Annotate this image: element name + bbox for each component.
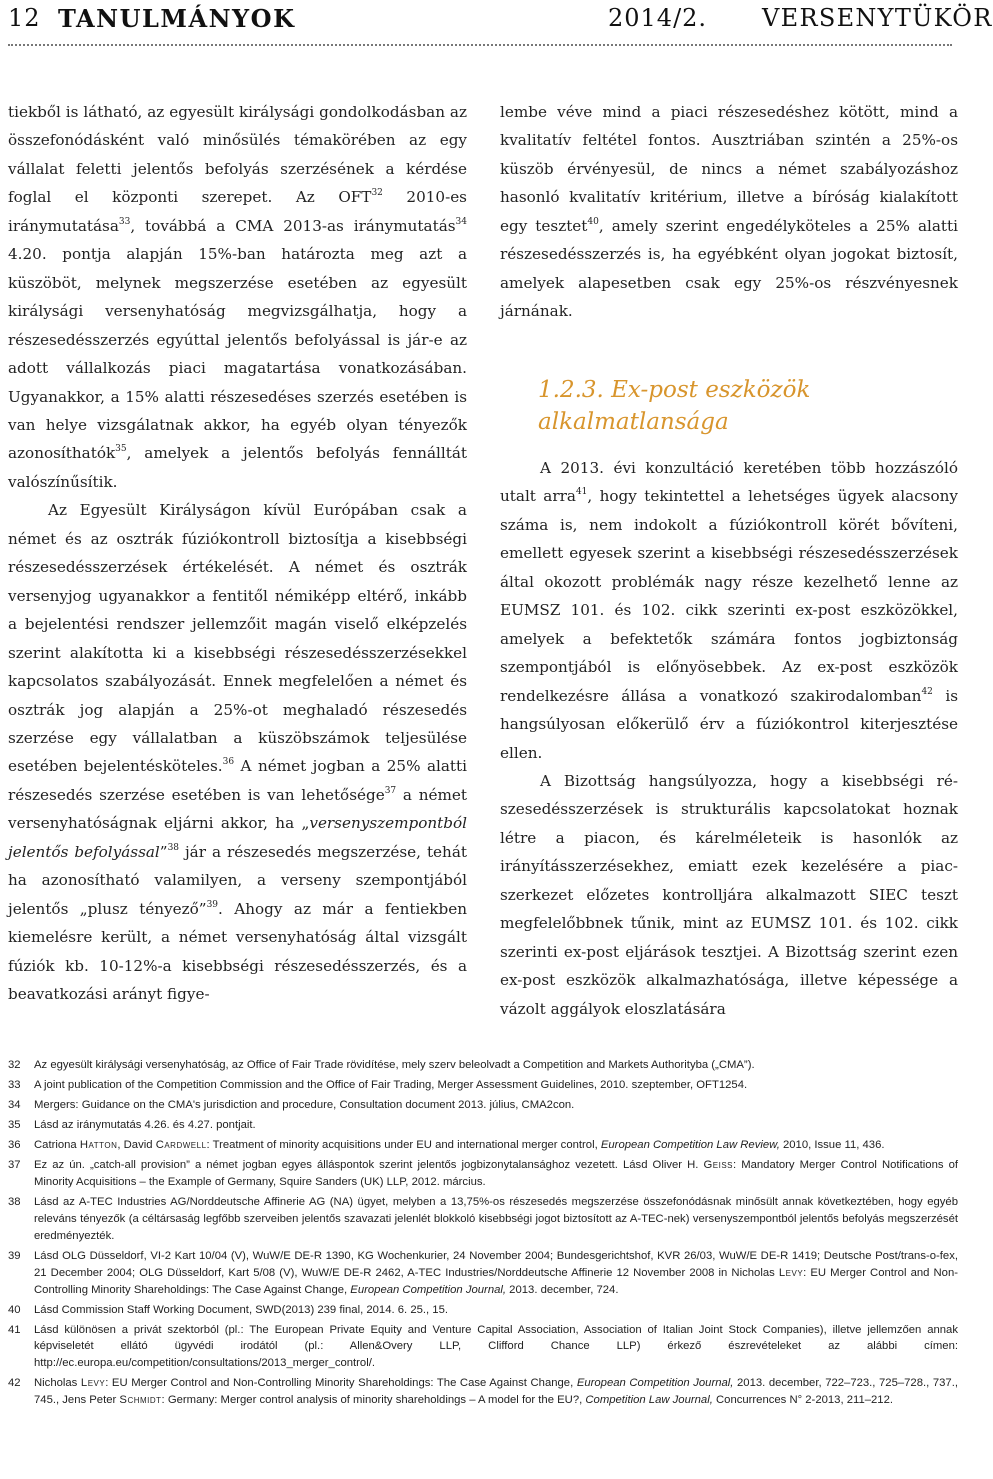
- right-column: [500, 98, 958, 326]
- text-run: Az Egyesült Királyságon kívül Európában csak a német és az osztrák fúziókontroll biztosítja a kisebbségi részesedésszerzések értékelését. A német és osztrák versenyjog ugyanakkor a fentitől némiképp eltérő, inkább a bejelentési rendszer jellemzőit magán viselő elképzelés szerint alakította ki a kisebbségi részesedésszerzésekkel kapcsolatos szabályozását. Ennek megfelelően a német és osztrák jog alapján a 25%-ot meghaladó részesedés szerzése egy vállalatban a küszöbszámok teljesülése esetében bejelentésköteles.: [8, 501, 467, 776]
- footnote: [8, 1157, 958, 1191]
- text-run: : EU Merger Control and Non-Controlling Minority Shareholdings: The Case Against Change,: [34, 1266, 958, 1296]
- subheading-line: alkalmatlansága: [538, 409, 729, 435]
- paragraph: [500, 454, 958, 767]
- issue-number: 2014/2.: [608, 4, 708, 32]
- text-run: : EU Merger Control and Non-Controlling Minority Shareholdings: The Case Against Change,: [105, 1377, 577, 1390]
- footnote-number: 35: [8, 1119, 21, 1131]
- footnote-ref[interactable]: 42: [921, 686, 933, 697]
- journal-title: VERSENYTÜKÖR: [762, 4, 993, 32]
- italic-quote: versenyszempontból jelentős befolyással: [8, 814, 467, 861]
- text-run: , amely szerint engedélyköteles a 25% alatti részesedésszerzés is, ha egyébként olyan jogokat biztosít, amelyek alapesetben csak egy 25%-os részvényesnek járnának.: [500, 216, 958, 321]
- text-run: A 2013. évi konzultáció keretében több hozzászóló utalt arra: [500, 459, 958, 506]
- text-run: jár a részesedés megszerzése, tehát ha azonosítható valamilyen, a verseny szempontjából jelentős „plusz tényező”: [8, 842, 467, 918]
- footnote: [8, 1375, 958, 1409]
- footnote-number: 32: [8, 1059, 21, 1071]
- footnote-ref[interactable]: 38: [167, 842, 180, 853]
- section-subheading: [538, 374, 938, 438]
- footnote-ref[interactable]: 37: [384, 785, 397, 796]
- paragraph: A Bizottság hangsúlyozza, hogy a kisebbségi részesedésszerzések is strukturális kapcsolatokat hoznak létre a piacon, és kárelméleteik is hasonlók az irányításszerzésekhez, emiatt ezek kezelésére a piacszerkezet előzetes kontrolljára alkalmazott SIEC teszt megfelelőbbnek tűnik, mint az EUMSZ 101. és 102. cikk szerinti ex-post eljárások tesztjei. A Bizottság szerint ezen ex-post eszközök alkalmazhatósága, illetve képessége a vázolt aggályok eloszlatására: [500, 771, 958, 1018]
- journal-name: European Competition Journal,: [350, 1283, 507, 1296]
- text-run: a német versenyhatóságnak eljárni akkor, ha „: [8, 785, 467, 833]
- text-run: 2010, Issue 11, 436.: [779, 1139, 885, 1151]
- text-run: 4.20. pontja alapján 15%-ban határozta meg azt a küszöböt, melynek megszerzése esetében az egyesült királysági versenyhatóság megvizsgálhatja, hogy a részesedésszerzés egyúttal jelentős befolyással is jár-e az adott vállalkozás piaci magatartása vonatkozásában. Ugyanakkor, a 15% alatti részesedéses szerzés esetében is van helye vizsgálatnak akkor, ha egyéb olyan tényezők azonosíthatók: [8, 245, 467, 463]
- footnote-number: 36: [8, 1139, 21, 1151]
- journal-name: European Competition Journal,: [576, 1377, 734, 1390]
- footnote-number: 40: [8, 1303, 21, 1316]
- text-run: is hangsúlyosan előkerülő érv a fúziókontrol kiterjesztése ellen.: [500, 686, 958, 762]
- footnotes: [8, 1057, 958, 1412]
- text-run: ”: [159, 842, 168, 861]
- page-number: 12: [8, 4, 41, 32]
- text-run: . Ahogy az már a fentiekben kiemelésre került, a német versenyhatóság által vizsgált fúziók kb. 10-12%-a kisebbségi részesedésszerzés, és a beavatkozási arányt figye-: [8, 899, 467, 1004]
- text-run: Ez az ún. „catch-all provision” a német jogban egyes álláspontok szerint jelentős jogbizonytalansághoz vezetett. Lásd Oliver H.: [34, 1159, 704, 1171]
- footnote-text: A joint publication of the Competition Commission and the Office of Fair Trading, Merger Assessment Guidelines, 2010. szeptember, OFT1254.: [34, 1079, 748, 1091]
- footnote-text: Az egyesült királysági versenyhatóság, az Office of Fair Trade rövidítése, mely szerv beleolvadt a Competition and Markets Authorityba („CMA”).: [34, 1059, 755, 1071]
- footnote-ref[interactable]: 39: [206, 899, 219, 910]
- footnote: [8, 1194, 958, 1245]
- right-column-continued: [500, 454, 958, 1023]
- footnote-ref[interactable]: 36: [222, 757, 235, 768]
- footnote-text: [34, 1157, 958, 1191]
- footnote: [8, 1077, 958, 1094]
- footnote-number: 39: [8, 1249, 21, 1262]
- footnote-text: [34, 1137, 958, 1154]
- text-run: Nicholas: [34, 1377, 81, 1390]
- text-run: tiekből is látható, az egyesült királysági gondolkodásban az összefonódásként való minősülés témakörében az egy vállalat feletti jelentős befolyás szerzésének a kérdése foglal el központi szerepet. Az OFT: [8, 103, 467, 207]
- author-surname: Hatton: [79, 1139, 118, 1151]
- text-run: A német jogban a 25% alatti részesedés szerzése esetében is van lehetősége: [8, 757, 468, 804]
- footnote-text: [34, 1375, 958, 1409]
- footnote: [8, 1117, 958, 1134]
- footnote-text: [34, 1248, 958, 1299]
- author-surname: Cardwell: [155, 1139, 207, 1151]
- footnote-ref[interactable]: 32: [371, 188, 383, 199]
- footnote-number: 37: [8, 1159, 21, 1171]
- journal-name: Competition Law Journal,: [585, 1394, 713, 1407]
- section-title: TANULMÁNYOK: [58, 4, 296, 33]
- text-run: 2013. december, 722–723., 725–728., 737., 745., Jens Peter: [34, 1377, 958, 1407]
- footnote: [8, 1137, 958, 1154]
- footnote-number: 42: [8, 1377, 21, 1390]
- footnote-ref[interactable]: 41: [575, 487, 588, 498]
- footnote: [8, 1057, 958, 1074]
- footnote: [8, 1248, 958, 1299]
- footnote-number: 34: [8, 1099, 21, 1111]
- paragraph: [500, 98, 958, 326]
- page-header: [0, 0, 993, 52]
- footnote: [8, 1302, 958, 1319]
- subheading-line: 1.2.3. Ex-post eszközök: [538, 377, 811, 403]
- text-run: : Germany: Merger control analysis of minority shareholdings – A model for the EU?,: [161, 1394, 586, 1407]
- journal-name: European Competition Law Review,: [600, 1139, 780, 1151]
- text-run: : Mandatory Merger Control Notifications of Minority Acquisitions – the Example of Germany, Squire Sanders (UK) LLP, 2012. március.: [34, 1159, 958, 1188]
- text-run: Concurrences N° 2-2013, 211–212.: [712, 1394, 894, 1407]
- text-run: Lásd OLG Düsseldorf, VI-2 Kart 10/04 (V), WuW/E DE-R 1390, KG Wochenkurier, 24 November 2004; Bundesgerichtshof, KVR 26/03, WuW/E DE-R 1419; Deutsche Post/trans-o-fex, 21 December 2004; OLG Düsseldorf, Kart 5/08 (V), WuW/E DE-R 2462, A-TEC Industries/Norddeutsche Affinerie 12 November 2008 in Nicholas: [34, 1249, 958, 1279]
- paragraph: [8, 496, 467, 1008]
- header-divider: [8, 44, 952, 46]
- text-run: 2010-es iránymutatása: [8, 188, 467, 235]
- footnote-ref[interactable]: 40: [587, 216, 599, 227]
- paragraph: [8, 98, 467, 496]
- author-surname: Levy: [80, 1377, 106, 1390]
- footnote-text: Lásd különösen a privát szektorból (pl.: The European Private Equity and Venture Capital Association, Association of Italian Joint Stock Companies), illetve jellemzően annak képviseletét ellátó ügyvédi irodától (pl.: Allen&Overy LLP, Clifford Chance LLP) érkező észrevételeket az alábbi címen: http://ec.europa.eu/competition/consultations/2013_merger_control/.: [34, 1323, 958, 1370]
- text-run: : Treatment of minority acquisitions under EU and international merger control,: [206, 1139, 601, 1151]
- author-surname: Geiss: [703, 1159, 733, 1171]
- text-run: , David: [117, 1139, 156, 1151]
- text-run: , továbbá a CMA 2013-as iránymutatás: [130, 216, 456, 235]
- text-run: , hogy tekintettel a lehetséges ügyek alacsony száma is, nem indokolt a fúziókontroll körét bővíteni, emellett egyesek szerint a kisebbségi részesedésszerzések által okozott problémák nagy része kezelhető lenne az EUMSZ 101. és 102. cikk szerinti ex-post eszközökkel, amelyek a befektetők számára fontos jogbiztonság szempontjából is előnyösebbek. Az ex-post eszközök rendelkezésre állása a vonatkozó szakirodalomban: [500, 487, 959, 705]
- text-run: lembe véve mind a piaci részesedéshez kötött, mind a kvalitatív feltétel fontos. Ausztriában szintén a 25%-os küszöb érvényesül, de nincs a német szabályozáshoz hasonló kvalitatív kritérium, illetve a bíróság kialakított egy tesztet: [500, 103, 958, 235]
- footnote-number: 41: [8, 1323, 21, 1336]
- footnote: [8, 1322, 958, 1373]
- footnote-text: Lásd az A-TEC Industries AG/Norddeutsche Affinerie AG (NA) ügyet, melyben a 13,75%-os részesedés megszerzése összefonódásnak minősült annak következtében, hogy egyéb releváns tényezők (a céltársaság legfőbb szerveiben jelentős szavazati jelenlét blokkoló kisebbségi jogot biztosított az A-TEC-nek) versenyszempontból jelentős befolyás megszerzését eredményezték.: [34, 1195, 958, 1242]
- text-run: , amelyek a jelentős befolyás fennálltát valószínűsítik.: [8, 444, 467, 491]
- text-run: 2013. december, 724.: [506, 1283, 619, 1296]
- footnote-ref[interactable]: 34: [455, 216, 467, 227]
- text-run: Catriona: [34, 1139, 80, 1151]
- footnote-number: 33: [8, 1079, 21, 1091]
- footnote-number: 38: [8, 1195, 21, 1208]
- footnote-text: Lásd az iránymutatás 4.26. és 4.27. pontjait.: [34, 1119, 256, 1131]
- footnote: [8, 1097, 958, 1114]
- footnote-text: Lásd Commission Staff Working Document, SWD(2013) 239 final, 2014. 6. 25., 15.: [34, 1303, 449, 1316]
- footnote-text: Mergers: Guidance on the CMA's jurisdiction and procedure, Consultation document 2013. július, CMA2con.: [34, 1099, 575, 1111]
- author-surname: Schmidt: [119, 1394, 162, 1407]
- author-surname: Levy: [778, 1266, 804, 1279]
- left-column: [8, 98, 467, 1009]
- footnote-ref[interactable]: 33: [118, 216, 131, 227]
- footnote-ref[interactable]: 35: [115, 444, 127, 455]
